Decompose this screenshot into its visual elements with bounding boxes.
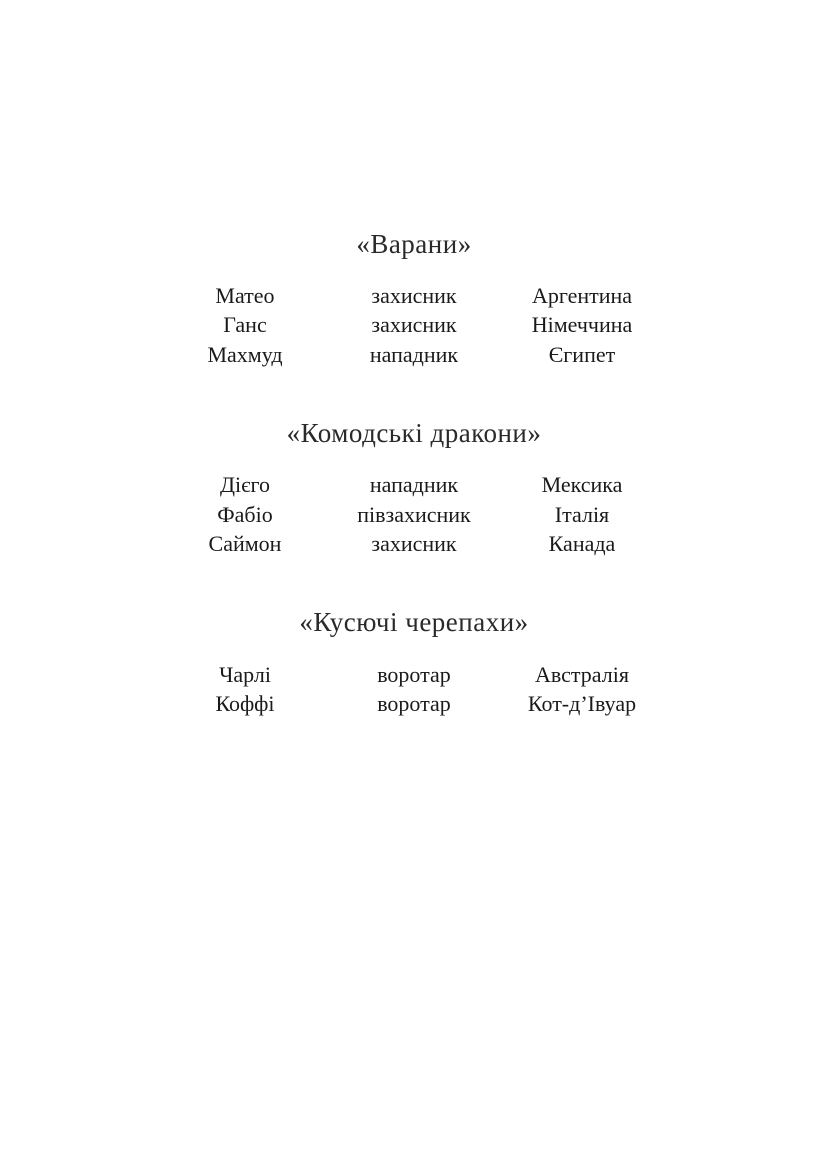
player-position: півзахисник (357, 502, 471, 527)
player-country: Австралія (535, 662, 629, 687)
player-name: Матео (215, 283, 275, 308)
player-position: захисник (371, 283, 457, 308)
player-position: захисник (371, 531, 457, 556)
player-row (0, 310, 828, 340)
player-row (0, 340, 828, 370)
player-position: воротар (377, 691, 451, 716)
team-title: «Варани» (356, 229, 472, 259)
player-position: захисник (371, 312, 457, 337)
team-title: «Кусючі черепахи» (299, 607, 529, 637)
player-name: Чарлі (219, 662, 271, 687)
player-row (0, 689, 828, 719)
player-name: Коффі (215, 691, 275, 716)
player-row (0, 281, 828, 311)
player-position: нападник (369, 342, 459, 367)
player-row (0, 470, 828, 500)
player-country: Мексика (541, 472, 623, 497)
player-row (0, 500, 828, 530)
team-title: «Комодські дракони» (286, 418, 542, 448)
player-name: Махмуд (207, 342, 283, 367)
player-country: Аргентина (531, 283, 633, 308)
player-name: Дієго (219, 472, 271, 497)
player-country: Німеччина (531, 312, 633, 337)
player-row (0, 529, 828, 559)
player-name: Фабіо (217, 502, 273, 527)
player-position: воротар (377, 662, 451, 687)
player-position: нападник (369, 472, 459, 497)
player-country: Канада (548, 531, 616, 556)
player-country: Єгипет (548, 342, 616, 367)
player-name: Ганс (223, 312, 267, 337)
player-row (0, 660, 828, 690)
player-country: Кот-д’Івуар (527, 691, 637, 716)
player-name: Саймон (208, 531, 282, 556)
player-country: Італія (554, 502, 610, 527)
